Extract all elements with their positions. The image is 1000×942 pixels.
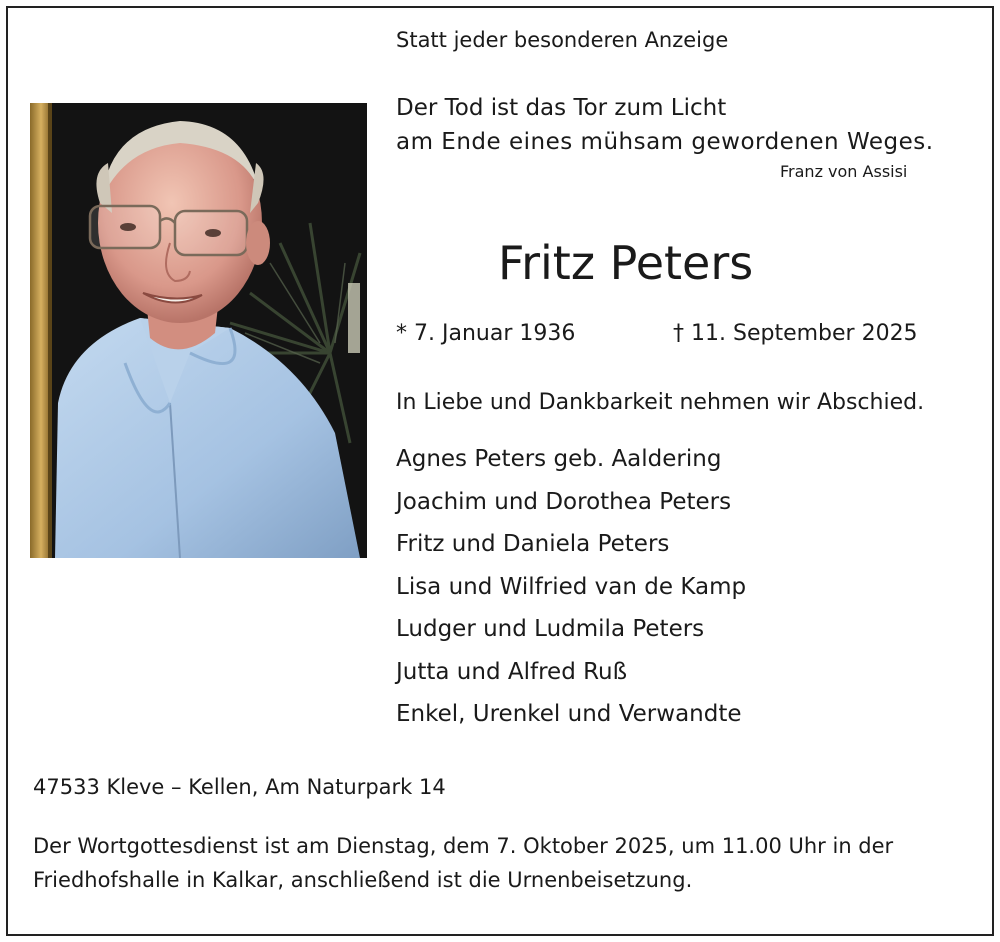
motto-line-2: am Ende eines mühsam gewordenen Weges.: [396, 129, 934, 155]
mourner-item: Joachim und Dorothea Peters: [396, 488, 732, 515]
deceased-name: Fritz Peters: [498, 236, 754, 290]
motto-author: Franz von Assisi: [780, 162, 908, 181]
farewell-line: In Liebe und Dankbarkeit nehmen wir Abschied.: [396, 390, 925, 415]
mourner-item: Agnes Peters geb. Aaldering: [396, 446, 722, 472]
death-date: † 11. September 2025: [673, 321, 918, 346]
mourner-item: Enkel, Urenkel und Verwandte: [396, 701, 742, 727]
mourner-item: Lisa und Wilfried van de Kamp: [396, 573, 747, 600]
motto-line-1: Der Tod ist das Tor zum Licht: [396, 95, 727, 121]
service-details: Der Wortgottesdienst ist am Dienstag, dem 7. Oktober 2025, um 11.00 Uhr in der Friedhofshalle in Kalkar, anschließend ist die Urnenbeisetzung.: [33, 834, 894, 892]
mourner-item: Fritz und Daniela Peters: [396, 531, 670, 557]
mourners-list: [396, 441, 746, 739]
family-address: 47533 Kleve – Kellen, Am Naturpark 14: [33, 775, 446, 799]
notice-intro: Statt jeder besonderen Anzeige: [396, 28, 729, 52]
mourner-item: Ludger und Ludmila Peters: [396, 616, 705, 642]
mourner-item: Jutta und Alfred Ruß: [396, 658, 628, 685]
birth-date: * 7. Januar 1936: [396, 321, 576, 346]
portrait-photo: [30, 103, 367, 558]
